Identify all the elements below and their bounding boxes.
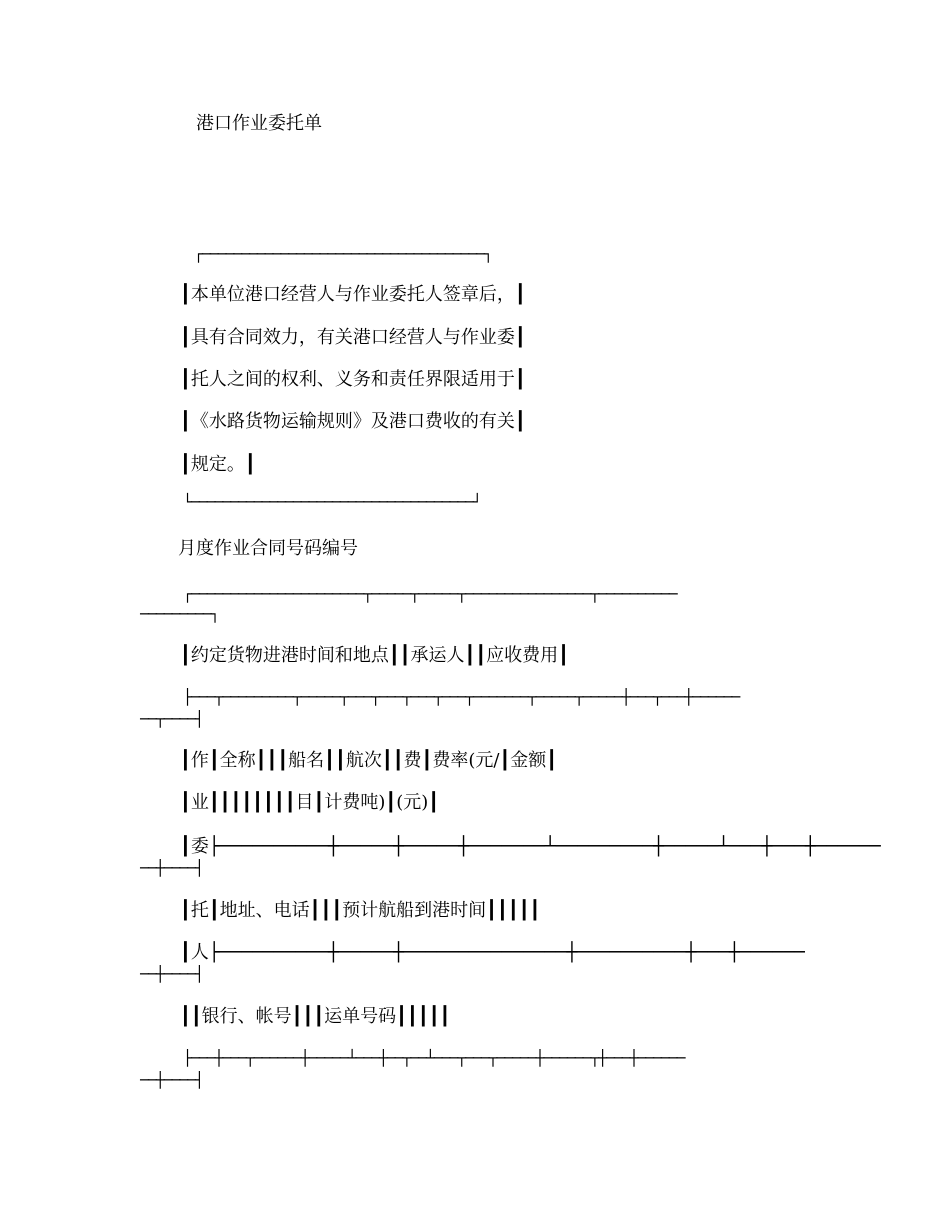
notice-line-3: ┃托人之间的权利、义务和责任界限适用于┃	[180, 369, 526, 390]
table-row-6: ┃人├──────────┼─────┼───────────────┼──────────┼───┼──────	[180, 942, 805, 963]
table-border-8a: ├───┼───┬──────┼─────┴───┼──┬──┴───┬───┬─────┼──────┬┼───┼──────	[183, 1049, 685, 1067]
table-row-1: ┃约定货物进港时间和地点┃┃承运人┃┃应收费用┃	[180, 645, 570, 666]
table-row-4: ┃委├──────────┼─────┼─────┼───────┴─────────┼─────┴───┼───┼──────	[180, 836, 881, 857]
notice-line-4: ┃《水路货物运输规则》及港口费收的有关┃	[180, 411, 526, 432]
notice-line-5: ┃规定。┃	[180, 454, 256, 475]
table-border-8b: ──┼────┤	[140, 1071, 203, 1089]
table-border-1a: ┌──────────────────────┬─────┬─────┬────────────────┬──────────	[183, 585, 677, 603]
contract-number-label: 月度作业合同号码编号	[178, 538, 358, 559]
notice-line-1: ┃本单位港口经营人与作业委托人签章后，┃	[180, 284, 526, 305]
table-border-6b: ──┼────┤	[140, 965, 203, 983]
notice-box-bottom-border: └────────────────────────────────────┘	[183, 493, 481, 511]
table-row-2: ┃作┃全称┃┃┃船名┃┃航次┃┃费┃费率(元/┃金额┃	[180, 750, 558, 771]
notice-line-2: ┃具有合同效力，有关港口经营人与作业委┃	[180, 327, 526, 348]
table-border-4b: ──┼────┤	[140, 859, 203, 877]
table-border-2a: ├───┬─────────┬─────┬───┬───┬───┬───┬───────┬─────┬─────┼───┬───┼──────	[183, 688, 739, 706]
table-row-3: ┃业┃┃┃┃┃┃┃┃目┃计费吨)┃(元)┃	[180, 792, 440, 813]
notice-box-top-border: ┌────────────────────────────────────┐	[194, 245, 492, 263]
document-title: 港口作业委托单	[196, 113, 322, 134]
table-row-5: ┃托┃地址、电话┃┃┃预计航船到港时间┃┃┃┃┃	[180, 900, 541, 921]
table-border-1b: ─────────┐	[140, 605, 219, 623]
table-row-7: ┃┃银行、帐号┃┃┃运单号码┃┃┃┃┃	[180, 1006, 451, 1027]
table-border-2b: ──┬────┤	[140, 710, 203, 728]
